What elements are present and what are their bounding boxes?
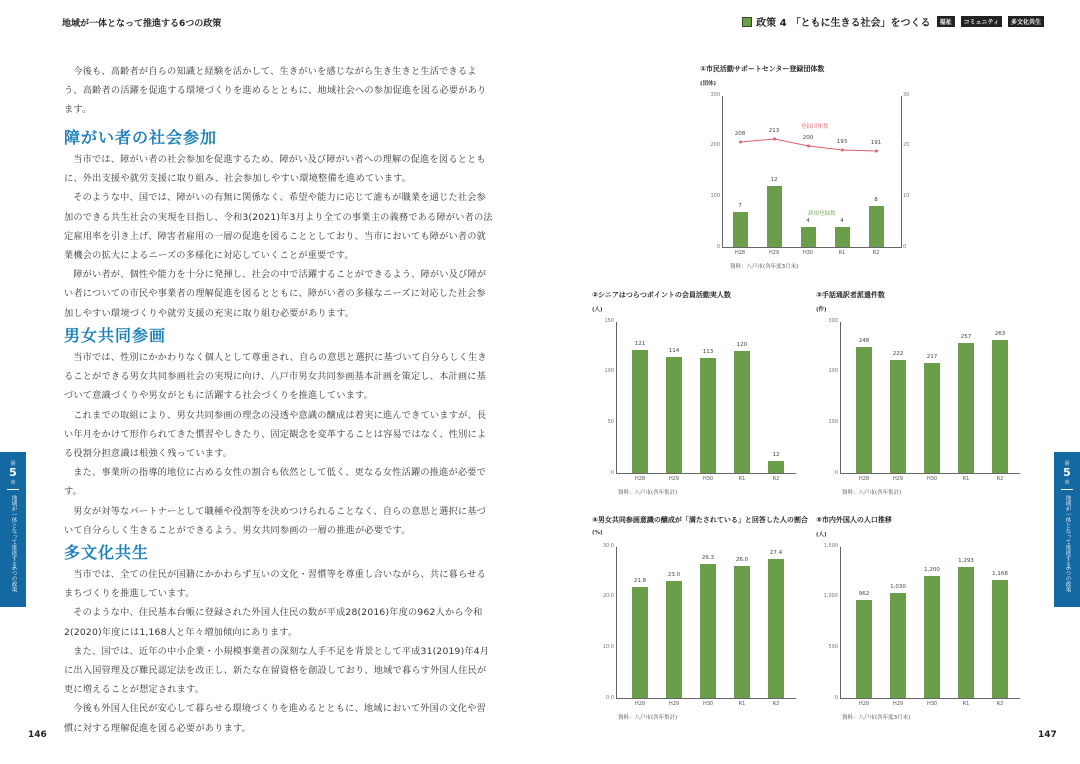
- policy-square-icon: [742, 17, 752, 27]
- bar: [890, 360, 906, 473]
- right-page: [540, 0, 1080, 764]
- intro-paragraph: 今後も、高齢者が自らの知識と経験を活かして、生きがいを感じながら生き生きと生活できるよう、高齢者の活躍を促進する環境づくりを進めるとともに、地域社会への参加促進を図る必要があります。: [64, 66, 487, 116]
- registered-groups-line: [710, 92, 910, 256]
- section-heading-multicultural: 多文化共生: [64, 543, 150, 562]
- policy-label: 政策 4: [756, 18, 787, 29]
- bar: [992, 580, 1008, 698]
- chart-support-center-groups: ①市民活動サポートセンター登録団体数 (団体) 0 100 200 300 0 10 20 30 7 12 4 4 8 208 213 200 193 191 登録団体数 新規登録数 H28 H29 H30 R1 R2 資料：八戸市(各年度3月末): [700, 65, 910, 270]
- section-body-gender-equality: 当市では、性別にかかわりなく個人として尊重され、自らの意思と選択に基づいて自分らしく生きることができる男女共同参画社会の実現に向け、八戸市男女共同参画基本計画を策定し、本計画に基づいて意識づくりや男女がともに活躍する社会づくりを推進しています。 これまでの取組により、男女共同参画の理念の浸透や意識の醸成は着実に進んできていますが、長い年月をかけて形作られてきた慣習やしきたり、固定観念を変革することは容易ではなく、性別による役割分担意識は根強く残っています。 また、事業所の指導的地位に占める女性の割合も依然として低く、更なる女性活躍の推進が必要です。 男女が対等なパートナーとして職種や役割等を決めつけられることなく、自らの意思と選択に基づいて自分らしく生きることができるよう、男女共同参画の一層の推進が必要です。: [64, 352, 487, 536]
- chart-senior-points: ②シニアはつらつポイントの会員活動実人数 (人) 0 50 100 150 121 114 113 120 12 H28 H29 H30 R1 R2 資料：八戸市(各年集計): [592, 290, 802, 500]
- bar: [700, 564, 716, 698]
- legend-new-registrations: 新規登録数: [808, 211, 836, 217]
- bar: [734, 566, 750, 698]
- bar: [890, 593, 906, 698]
- chapter-side-tab-left: 第 5 章 地域が一体となって推進する6つの政策: [0, 452, 26, 607]
- chart-gender-equality-awareness: ④男女共同参画意識の醸成が「満たされている」と回答した人の割合 (%) 0.0 10.0 20.0 30.0 21.8 23.0 26.3 26.0 27.4 H28 H29 H30 R1 R2 資料：八戸市(各年集計): [592, 516, 808, 721]
- bar: [958, 567, 974, 698]
- chart1-plot: 0 100 200 300 0 10 20 30 7 12 4 4 8 208 213 200 193 191 登録団体数 新規登録数 H28 H29 H30 R1 R2: [710, 92, 910, 256]
- bar: [924, 363, 940, 473]
- bar: [856, 347, 872, 473]
- section-body-disability: 当市では、障がい者の社会参加を促進するため、障がい及び障がい者への理解の促進を図るとともに、外出支援や就労支援に取り組み、社会参加しやすい環境整備を進めています。 そのような中、国では、障がいの有無に関係なく、希望や能力に応じて誰もが職業を通じた社会参加のできる共生社会の実現を目指し、令和3(2021)年3月より全ての事業主の義務である障がい者の法定雇用率を引き上げ、障害者雇用の一層の促進を図ることとしており、当市においても障がい者の就業機会の拡大によるニーズの多様化に対応していくことが重要です。 障がい者が、個性や能力を十分に発揮し、社会の中で活躍することができるよう、障がい及び障がい者についての市民や事業者の理解促進を図るとともに、障がい者の多様なニーズに対応した社会参加しやすい環境づくりや就労支援の充実に取り組む必要があります。: [64, 154, 493, 319]
- bar: [632, 587, 648, 698]
- tag-welfare: 福祉: [937, 16, 955, 27]
- page-number-left: 146: [28, 730, 47, 740]
- chart-foreign-population: ⑤市内外国人の人口推移 (人) 0 500 1,000 1,500 962 1,030 1,200 1,293 1,168 H28 H29 H30 R1 R2 資料：八戸市(各年度3月末): [816, 515, 1026, 730]
- chart-sign-language-dispatch: ③手話通訳者派遣件数 (件) 0 100 200 300 248 222 217 257 263 H28 H29 H30 R1 R2 資料：八戸市(各年集計): [816, 290, 1026, 500]
- bar: [768, 559, 784, 698]
- bar: [632, 350, 648, 473]
- bar: [992, 340, 1008, 473]
- section-body-multicultural: 当市では、全ての住民が国籍にかかわらず互いの文化・習慣等を尊重し合いながら、共に暮らせるまちづくりを推進しています。 そのような中、住民基本台帳に登録された外国人住民の数が平成28(2016)年度の962人から令和2(2020)年度には1,168人と年々増加傾向にあります。 また、国では、近年の中小企業・小規模事業者の深刻な人手不足を背景として平成31(2019)年4月に出入国管理及び難民認定法を改正し、新たな在留資格を創設しており、地域で暮らす外国人住民が更に増えることが想定されます。 今後も外国人住民が安心して暮らせる環境づくりを進めるとともに、地域において外国の文化や習慣に対する理解促進を図る必要があります。: [64, 569, 490, 734]
- bar: [924, 576, 940, 698]
- page-number-right: 147: [1038, 730, 1057, 740]
- legend-registered-groups: 登録団体数: [801, 124, 829, 130]
- bar: [734, 351, 750, 473]
- chapter-side-tab-right: 第 5 章 地域が一体となって推進する6つの政策: [1054, 452, 1080, 607]
- bar: [768, 461, 784, 473]
- section-heading-gender-equality: 男女共同参画: [64, 326, 167, 345]
- policy-header: [742, 14, 1044, 29]
- tag-multicultural: 多文化共生: [1008, 16, 1044, 27]
- tag-community: コミュニティ: [961, 16, 1002, 27]
- policy-title: 「ともに生きる社会」をつくる: [790, 18, 931, 29]
- bar: [666, 581, 682, 698]
- bar: [700, 358, 716, 473]
- section-heading-disability: 障がい者の社会参加: [64, 128, 218, 147]
- bar: [666, 357, 682, 473]
- bar: [958, 343, 974, 473]
- running-head: 地域が一体となって推進する6つの政策: [62, 19, 222, 29]
- bar: [856, 600, 872, 698]
